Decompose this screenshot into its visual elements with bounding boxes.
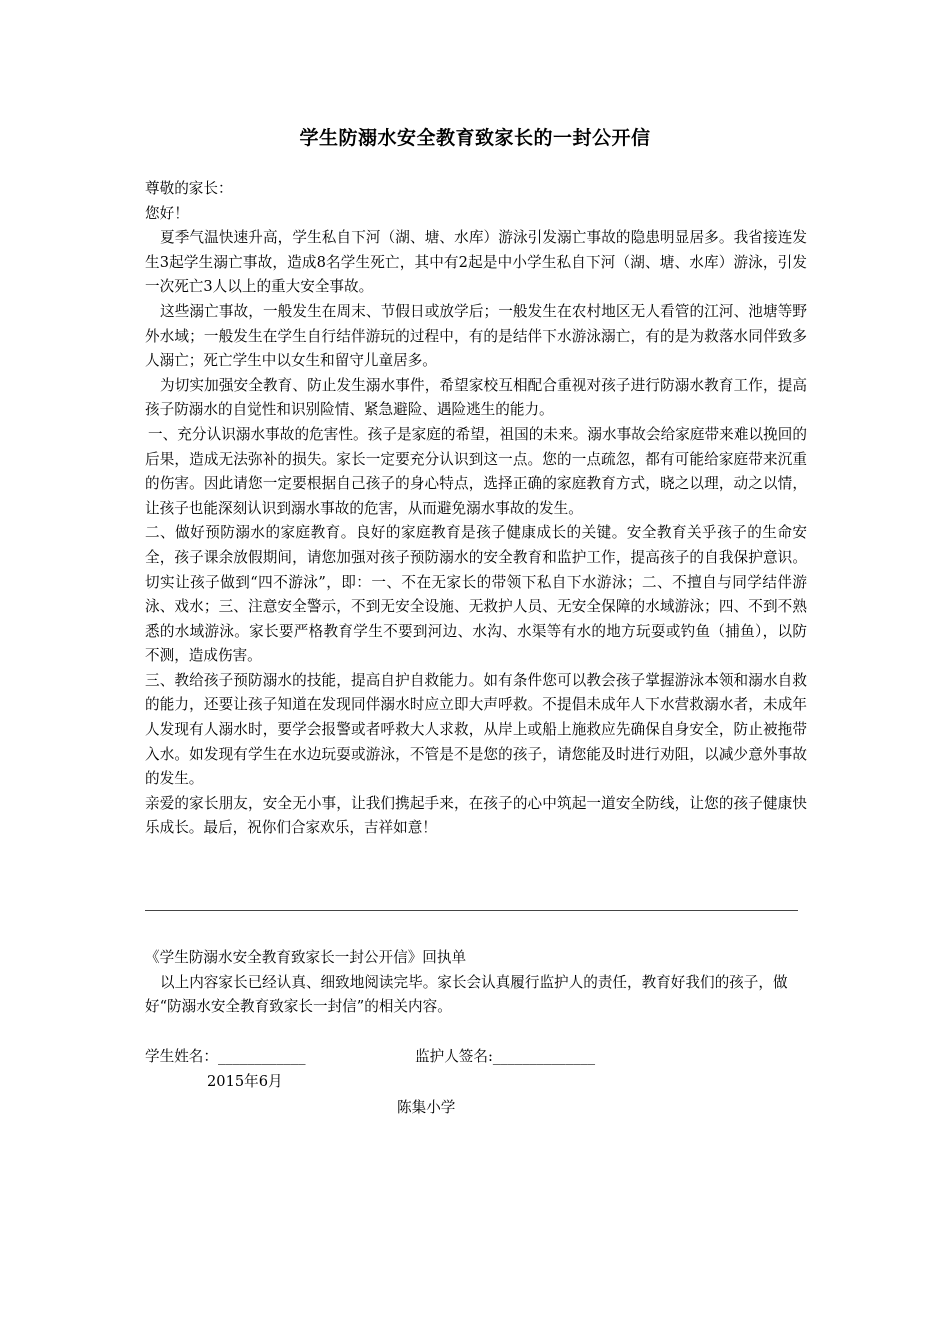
letter-title: 学生防溺水安全教育致家长的一封公开信: [299, 127, 651, 149]
receipt-statement: 以上内容家长已经认真、细致地阅读完毕。家长会认真履行监护人的责任，教育好我们的孩子，做好“防溺水安全教育致家长一封信”的相关内容。: [145, 973, 788, 1016]
point-one: 一、充分认识溺水事故的危害性。孩子是家庭的希望，祖国的未来。溺水事故会给家庭带来难以挽回的后果，造成无法弥补的损失。家长一定要充分认识到这一点。您的一点疏忽，都有可能给家庭带来沉重的伤害。因此请您一定要根据自己孩子的身心特点，选择正确的家庭教育方式，晓之以理，动之以情，让孩子也能深刻认识到溺水事故的危害，从而避免溺水事故的发生。: [145, 425, 807, 517]
school-name: 陈集小学: [397, 1099, 456, 1116]
cut-line-divider: [145, 910, 798, 911]
receipt-date: 2015年6月: [207, 1073, 283, 1090]
closing-paragraph: 亲爱的家长朋友，安全无小事，让我们携起手来，在孩子的心中筑起一道安全防线，让您的孩子健康快乐成长。最后，祝你们合家欢乐，吉祥如意！: [145, 794, 807, 837]
receipt-title: 《学生防溺水安全教育致家长一封公开信》回执单: [145, 949, 467, 966]
point-three: 三、教给孩子预防溺水的技能，提高自护自救能力。如有条件您可以教会孩子掌握游泳本领和溺水自救的能力，还要让孩子知道在发现同伴溺水时应立即大声呼救。不提倡未成年人下水营救溺水者，未成年人发现有人溺水时，要学会报警或者呼救大人求救，从岸上或船上施救应先确保自身安全，防止被拖带入水。如发现有学生在水边玩耍或游泳，不管是不是您的孩子，请您能及时进行劝阻，以减少意外事故的发生。: [145, 671, 807, 788]
paragraph-accident-pattern: 这些溺亡事故，一般发生在周末、节假日或放学后；一般发生在农村地区无人看管的江河、池塘等野外水域；一般发生在学生自行结伴游玩的过程中，有的是结伴下水游泳溺亡，有的是为救落水同伴致多人溺亡；死亡学生中以女生和留守儿童居多。: [145, 302, 807, 370]
guardian-signature-field[interactable]: 监护人签名:______________: [415, 1048, 596, 1065]
letter-body: [145, 177, 807, 841]
greeting: 您好！: [145, 204, 189, 222]
paragraph-intro: 夏季气温快速升高，学生私自下河（湖、塘、水库）游泳引发溺亡事故的隐患明显居多。我省接连发生3起学生溺亡事故，造成8名学生死亡，其中有2起是中小学生私自下河（湖、塘、水库）游泳，引发一次死亡3人以上的重大安全事故。: [145, 229, 807, 296]
receipt-section: [145, 946, 807, 1020]
salutation: 尊敬的家长：: [145, 180, 233, 197]
student-name-field[interactable]: 学生姓名：____________: [145, 1048, 306, 1065]
point-two: 二、做好预防溺水的家庭教育。良好的家庭教育是孩子健康成长的关键。安全教育关乎孩子的生命安全，孩子课余放假期间，请您加强对孩子预防溺水的安全教育和监护工作，提高孩子的自我保护意识。切实让孩子做到“四不游泳”，即：一、不在无家长的带领下私自下水游泳；二、不擅自与同学结伴游泳、戏水；三、注意安全警示，不到无安全设施、无救护人员、无安全保障的水域游泳；四、不到不熟悉的水域游泳。家长要严格教育学生不要到河边、水沟、水渠等有水的地方玩耍或钓鱼（捕鱼），以防不测，造成伤害。: [145, 524, 807, 665]
paragraph-purpose: 为切实加强安全教育、防止发生溺水事件，希望家校互相配合重视对孩子进行防溺水教育工作，提高孩子防溺水的自觉性和识别险情、紧急避险、遇险逃生的能力。: [145, 376, 807, 419]
